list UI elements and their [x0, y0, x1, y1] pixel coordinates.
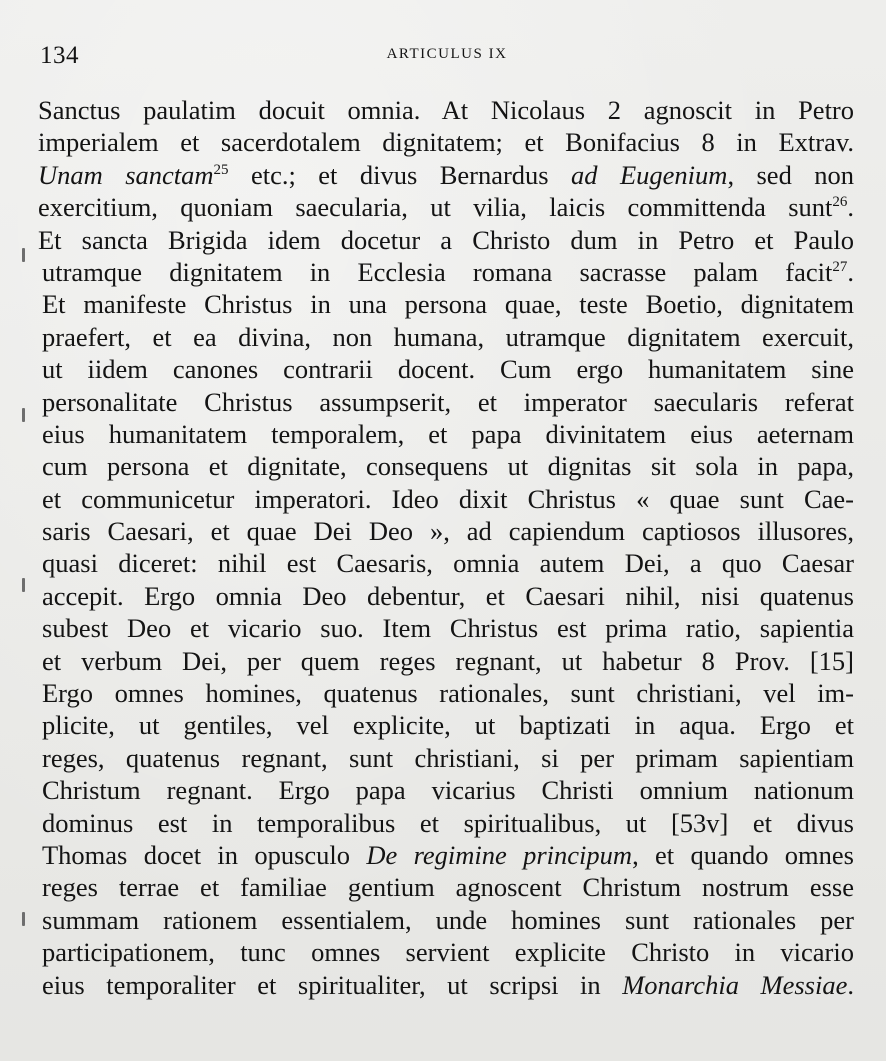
margin-mark — [22, 578, 25, 592]
text-line — [38, 94, 854, 126]
text-line — [38, 839, 854, 871]
text-line-content — [42, 353, 854, 385]
text-run: praefert, et ea divina, non humana, utramque dignitatem exercuit, — [42, 321, 854, 352]
text-line-content — [42, 839, 854, 871]
text-run: summam rationem essentialem, unde homines sunt rationales per — [42, 904, 854, 935]
text-run: personalitate Christus assumpserit, et imperator saecularis referat — [42, 386, 854, 417]
text-line-content — [42, 904, 854, 936]
running-head: ARTICULUS IX — [386, 46, 508, 62]
text-line — [38, 288, 854, 320]
text-run: et communicetur imperatori. Ideo dixit Christus « quae sunt Cae- — [42, 483, 854, 514]
text-run: utramque dignitatem in Ecclesia romana sacrasse palam facit — [42, 256, 833, 287]
text-run: quasi diceret: nihil est Caesaris, omnia autem Dei, a quo Caesar — [42, 548, 854, 579]
text-run: . — [847, 969, 854, 1000]
text-line-content — [38, 224, 854, 256]
text-line — [38, 807, 854, 839]
text-line-content — [42, 807, 854, 839]
italic-title: De regimine principum — [366, 839, 633, 870]
text-line — [38, 612, 854, 644]
text-run: , et quando omnes — [632, 839, 854, 870]
text-line-content — [42, 742, 854, 774]
text-run: reges, quatenus regnant, sunt christiani, si per primam sapientiam — [42, 742, 854, 773]
body-text — [38, 94, 854, 1001]
text-line — [38, 742, 854, 774]
italic-title: Monarchia Messiae — [622, 969, 848, 1000]
text-line — [38, 969, 854, 1001]
text-run: eius temporaliter et spiritualiter, ut scripsi in — [42, 969, 623, 1000]
text-line — [38, 321, 854, 353]
text-line-content — [42, 418, 854, 450]
footnote-ref: 26 — [832, 194, 848, 211]
text-line — [38, 159, 854, 191]
text-run: reges terrae et familiae gentium agnoscent Christum nostrum esse — [42, 872, 854, 903]
text-run: Thomas docet in opusculo — [42, 839, 367, 870]
text-line-content — [42, 936, 854, 968]
text-run: exercitium, quoniam saecularia, ut vilia, laicis committenda sunt — [38, 192, 833, 223]
text-line — [38, 677, 854, 709]
text-line-content — [42, 645, 854, 677]
text-line — [38, 353, 854, 385]
text-run: plicite, ut gentiles, vel explicite, ut baptizati in aqua. Ergo et — [42, 710, 854, 741]
text-line-content — [42, 969, 854, 1001]
text-line-content — [42, 483, 854, 515]
text-line — [38, 645, 854, 677]
text-line-content — [42, 612, 854, 644]
text-line-content — [42, 450, 854, 482]
text-line — [38, 191, 854, 223]
text-line-content — [42, 386, 854, 418]
margin-mark — [22, 248, 25, 262]
text-run: , sed non — [727, 159, 855, 190]
text-run: dominus est in temporalibus et spiritualibus, ut [53v] et divus — [42, 807, 854, 838]
text-run: . — [847, 256, 854, 287]
text-run: Sanctus paulatim docuit omnia. At Nicolaus 2 agnoscit in Petro — [38, 95, 854, 125]
text-line — [38, 126, 854, 158]
text-line — [38, 483, 854, 515]
text-run: imperialem et sacerdotalem dignitatem; et Bonifacius 8 in Extrav. — [38, 127, 854, 158]
page-number: 134 — [40, 42, 79, 69]
margin-mark — [22, 912, 25, 926]
text-run: eius humanitatem temporalem, et papa divinitatem eius aeternam — [42, 418, 854, 449]
text-line — [38, 386, 854, 418]
text-line-content — [38, 159, 854, 191]
text-run: etc.; et divus Bernardus — [228, 159, 572, 190]
text-line-content — [42, 580, 854, 612]
text-line-content — [42, 677, 854, 709]
text-line — [38, 256, 854, 288]
text-run: accepit. Ergo omnia Deo debentur, et Caesari nihil, nisi quatenus — [42, 580, 854, 611]
text-run: Christum regnant. Ergo papa vicarius Christi omnium nationum — [42, 775, 854, 806]
text-run: Et manifeste Christus in una persona quae, teste Boetio, dignitatem — [42, 289, 854, 320]
italic-title: Unam sanctam — [38, 159, 214, 190]
text-line — [38, 774, 854, 806]
text-line — [38, 547, 854, 579]
text-line — [38, 936, 854, 968]
text-run: Et sancta Brigida idem docetur a Christo dum in Petro et Paulo — [38, 224, 854, 255]
text-run: participationem, tunc omnes servient explicite Christo in vicario — [42, 937, 854, 968]
text-line — [38, 709, 854, 741]
text-run: . — [847, 192, 854, 223]
margin-mark — [22, 408, 25, 422]
text-line-content — [42, 774, 854, 806]
text-run: saris Caesari, et quae Dei Deo », ad capiendum captiosos illusores, — [42, 516, 854, 547]
footnote-ref: 25 — [213, 161, 229, 178]
text-run: et verbum Dei, per quem reges regnant, ut habetur 8 Prov. [15] — [42, 645, 854, 676]
text-run: Ergo omnes homines, quatenus rationales, sunt christiani, vel im- — [42, 678, 854, 709]
text-line-content — [38, 191, 854, 223]
text-line-content — [42, 256, 854, 288]
text-run: cum persona et dignitate, consequens ut dignitas sit sola in papa, — [42, 451, 854, 482]
text-line — [38, 450, 854, 482]
text-line-content — [42, 515, 854, 547]
text-line — [38, 515, 854, 547]
text-run: ut iidem canones contrarii docent. Cum ergo humanitatem sine — [42, 354, 854, 385]
text-line — [38, 224, 854, 256]
text-line-content — [38, 126, 854, 158]
text-line — [38, 904, 854, 936]
text-line-content — [42, 547, 854, 579]
text-line-content — [42, 321, 854, 353]
text-line — [38, 580, 854, 612]
footnote-ref: 27 — [832, 259, 848, 276]
text-line-content — [42, 871, 854, 903]
text-run: subest Deo et vicario suo. Item Christus est prima ratio, sapientia — [42, 613, 854, 644]
text-line-content — [42, 709, 854, 741]
text-line-content — [42, 288, 854, 320]
text-line-content — [38, 94, 854, 126]
text-line — [38, 871, 854, 903]
text-line — [38, 418, 854, 450]
italic-title: ad Eugenium — [571, 159, 728, 190]
